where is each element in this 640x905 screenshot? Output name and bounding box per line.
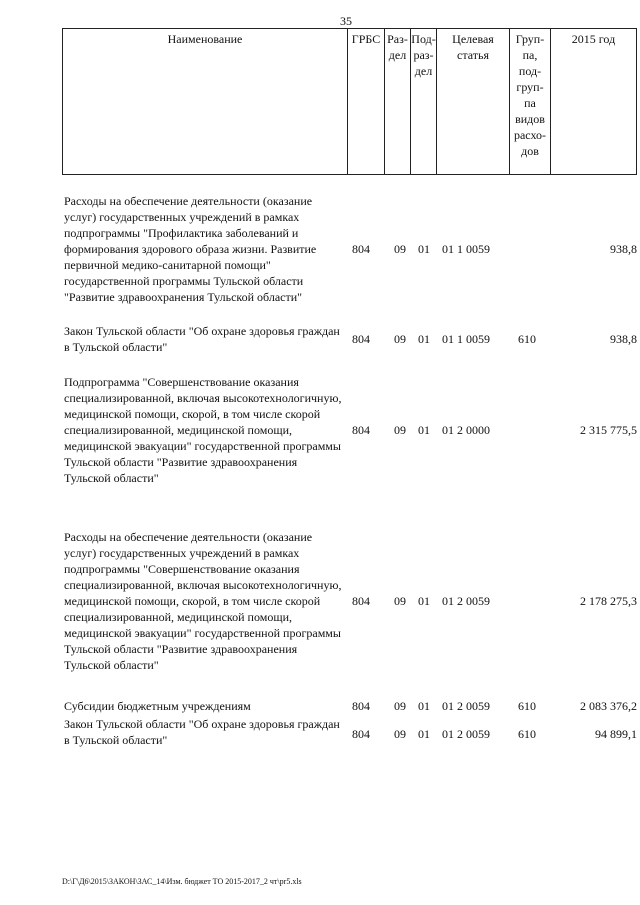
column-header-podrazdel: Под- раз- дел — [410, 28, 437, 175]
row-grbs: 804 — [352, 242, 370, 256]
row-podrazdel: 01 — [418, 727, 430, 741]
table-row — [62, 716, 637, 750]
row-name: Подпрограмма "Совершенствование оказания специализированной, включая высокотехнологичную, медицинской помощи, скорой, в том числе скорой специализированной, медицинской помощи, медицинской эвакуации" государственной программы Тульской области "Развитие здравоохранения Тульской области" — [64, 375, 342, 485]
row-amount: 94 899,1 — [595, 727, 637, 741]
row-grbs: 804 — [352, 699, 370, 713]
row-grbs: 804 — [352, 594, 370, 608]
row-razdel: 09 — [394, 699, 406, 713]
column-header-name: Наименование — [62, 28, 348, 175]
row-podrazdel: 01 — [418, 423, 430, 437]
row-razdel: 09 — [394, 332, 406, 346]
row-razdel: 09 — [394, 727, 406, 741]
row-grbs: 804 — [352, 332, 370, 346]
table-row — [62, 529, 637, 673]
row-name: Закон Тульской области "Об охране здоровья граждан в Тульской области" — [64, 324, 340, 354]
row-vid: 610 — [518, 699, 536, 713]
row-razdel: 09 — [394, 594, 406, 608]
column-header-razdel: Раз- дел — [384, 28, 411, 175]
row-podrazdel: 01 — [418, 332, 430, 346]
row-grbs: 804 — [352, 727, 370, 741]
row-target: 01 1 0059 — [442, 332, 490, 346]
row-podrazdel: 01 — [418, 594, 430, 608]
row-podrazdel: 01 — [418, 242, 430, 256]
column-header-grbs: ГРБС — [347, 28, 385, 175]
row-vid: 610 — [518, 332, 536, 346]
row-podrazdel: 01 — [418, 699, 430, 713]
file-path-footer: D:\Г\Д6\2015\ЗАКОН\ЗАС_14\Изм. бюджет ТО 2015-2017_2 чт\pr5.xls — [62, 877, 302, 886]
row-razdel: 09 — [394, 242, 406, 256]
row-target: 01 2 0059 — [442, 594, 490, 608]
row-amount: 2 178 275,3 — [580, 594, 637, 608]
table-header — [62, 28, 637, 175]
table-row — [62, 193, 637, 305]
table-row — [62, 698, 637, 716]
column-header-2015: 2015 год — [550, 28, 637, 175]
row-vid: 610 — [518, 727, 536, 741]
row-name: Субсидии бюджетным учреждениям — [64, 699, 251, 713]
row-amount: 938,8 — [610, 242, 637, 256]
column-header-vid: Груп- па, под- груп- па видов расхо- дов — [509, 28, 551, 175]
row-razdel: 09 — [394, 423, 406, 437]
row-amount: 2 315 775,5 — [580, 423, 637, 437]
row-target: 01 2 0059 — [442, 727, 490, 741]
page-number: 35 — [340, 14, 352, 28]
row-amount: 2 083 376,2 — [580, 699, 637, 713]
row-grbs: 804 — [352, 423, 370, 437]
row-name: Закон Тульской области "Об охране здоровья граждан в Тульской области" — [64, 717, 340, 747]
table-row — [62, 323, 637, 357]
table-row — [62, 374, 637, 486]
row-name: Расходы на обеспечение деятельности (оказание услуг) государственных учреждений в рамках подпрограммы "Совершенствование оказания специализированной, включая высокотехнологичную, медицинской помощи, скорой, в том числе скорой специализированной, медицинской помощи, медицинской эвакуации" государственной программы Тульской области "Развитие здравоохранения Тульской области" — [64, 530, 342, 672]
row-target: 01 2 0059 — [442, 699, 490, 713]
row-target: 01 1 0059 — [442, 242, 490, 256]
row-name: Расходы на обеспечение деятельности (оказание услуг) государственных учреждений в рамках подпрограммы "Профилактика заболеваний и формирования здорового образа жизни. Развитие первичной медико-санитарной помощи" государственной программы Тульской области "Развитие здравоохранения Тульской области" — [64, 194, 317, 304]
column-header-target: Целевая статья — [436, 28, 510, 175]
row-target: 01 2 0000 — [442, 423, 490, 437]
row-amount: 938,8 — [610, 332, 637, 346]
